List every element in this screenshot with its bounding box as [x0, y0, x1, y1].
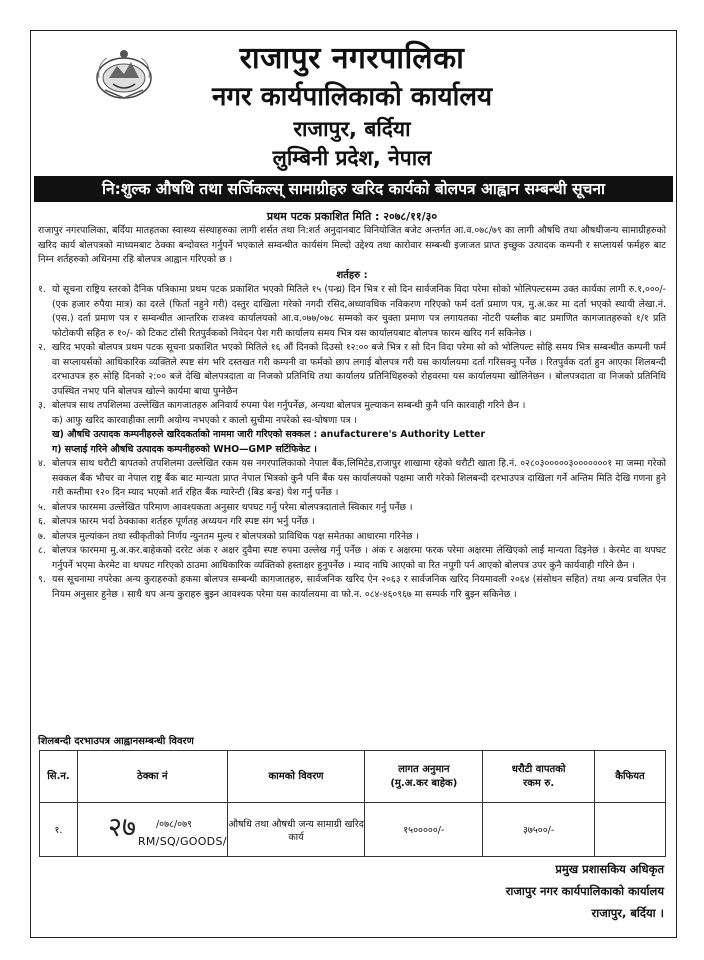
table-row [40, 803, 666, 857]
signatory-title: प्रमुख प्रशासकिय अधिकृत [555, 862, 664, 876]
header-estimate: लागत अनुमान (मु.अ.कर बाहेक) [365, 751, 483, 803]
location: राजापुर, बर्दिया [293, 117, 411, 141]
subterm-item: क) आफु खरिद कारवाहीका लागी अयोग्य नभएको र कालो सुचीमा नपरेको स्व-घोषणा पत्र । [52, 414, 357, 426]
contract-code: RM/SQ/GOODS/ [137, 835, 227, 848]
term-item: ४. बोलपत्र साथ धरौटी बापतको तपशिलमा उल्लेखित रकम यस नगरपालिकाको नेपाल बैंक,लिमिटेड,राजापुर शाखामा रहेको धरौटी खाता हि.नं. ०२८०३०००००३०००००००१ मा जम्मा गरेको सक्कल बैंक भौचर वा नेपाल राष्ट्र बैंक बाट मान्यता प्राप्त नेपाल भित्रको कुनै पनि बैंक यस कार्यालयको पक्षमा जारी गरेको शिलबन्दी दरभाउपत्र दाखिला गर्ने अन्तिम मिति देखि गणना हुने गरी कम्तीमा १२० दिन म्याद भएको शर्त रहित बैंक ग्यारेन्टी (बिड बन्ड) पेश गर्नु पर्नेछ । [38, 458, 666, 498]
province: लुम्बिनी प्रदेश, नेपाल [272, 146, 432, 170]
cell-description: औषधि तथा औषधी जन्य सामाग्री खरिद कार्य [227, 803, 365, 857]
term-item: २. खरिद भएको बोलपत्र प्रथम पटक सूचना प्रकाशित भएको मितिले १६ औं दिनको दिउसो १२:०० बजे भित्र र सो दिन विदा परेमा सो को भोलिपल्ट सोहि समय भित्र सम्बन्धीत कम्पनी फर्म वा सप्लायर्सको आधिकारिक व्यक्तिले स्पष्ट संग भरि दस्तखत गरी कम्पनी वा फर्मको छाप लगाई बोलपत्र गरी यस कार्यालयमा दर्ता गरिसक्नु पर्नेछ । रितपुर्वक दर्ता हुन आएका शिलबन्दी दरभाउपत्र हरु सोहि दिनको २:०० बजे देखि बोलपत्रदाता वा निजको प्रतिनिधि तथा कार्यालय प्रतिनिधिहरुको रोहवरमा यस कार्यालयमा खोलिनेछन । बोलपत्रदाता वा निजको प्रतिनिधि उपस्थित नभए पनि बोलपत्र खोल्ने कार्यमा बाधा पुग्नेछैन [38, 342, 666, 397]
header-contract: ठेक्का नं [77, 751, 227, 803]
cell-contract [77, 803, 227, 857]
header-description: कामको विवरण [227, 751, 365, 803]
handwritten-number: २७ [107, 812, 137, 843]
term-item: ६. बोलपत्र फारम भर्दा ठेक्काका शर्तहरु पूर्णतह अध्ययन गरि स्पष्ट संग भर्नु पर्नेछ । [38, 516, 315, 527]
signatory-office: राजापुर नगर कार्यपालिकाको कार्यालय [505, 884, 664, 898]
header-sn: सि.न. [40, 751, 78, 803]
cell-deposit: ३७५००/- [483, 803, 595, 857]
cell-remarks [595, 803, 666, 857]
notice-title: नि:शुल्क औषधि तथा सर्जिकल्स् सामाग्रीहरु खरिद कार्यको बोलपत्र आह्वान सम्बन्धी सूचना [34, 176, 673, 202]
cell-estimate: १५०००००/- [365, 803, 483, 857]
term-item: ७. बोलपत्र मुल्यांकन तथा स्वीकृतीको निर्णय न्युनतम मुल्य र बोलपत्रको प्राविधिक पक्ष समेतका आधारमा गरिनेछ । [38, 530, 419, 542]
intro-paragraph: राजापुर नगरपालिका, बर्दिया मातहतका स्वास्थ्य संस्थाहरुका लागी शर्सत तथा नि:शर्त अनुदानबाट विनियोजित बजेट अन्तर्गत आ.व.०७८/७९ का लागी औषधि तथा औषधीजन्य सामाग्रीहरुको खरिद कार्य बोलपत्रको माध्यमबाट ठेक्का बन्दोवस्त गर्नुपर्ने भएकाले सम्वन्धीत कार्यसंग मिल्दो उद्देश्य तथा कारोवार सम्बन्धी इजाजत प्राप्त इच्छुक उत्पादक कम्पनी र सप्लायर्स फर्महरु बाट निम्न शर्तहरुको अधिनमा रहि बोलपत्र आह्वान गरिएको छ । [38, 225, 666, 265]
term-item: ५. बोलपत्र फारममा उल्लेखित परिमाण आवश्यकता अनुसार थपघट गर्नु परेमा बोलपत्रदाताले स्विकार गर्नु पर्नेछ । [38, 501, 413, 513]
published-date: प्रथम पटक प्रकाशित मिति : २०७८/११/३० [266, 210, 438, 223]
header-remarks: कैफियत [595, 751, 666, 803]
term-item: ८. बोलपत्र फारममा मु.अ.कर.बाहेकको दररेट अंक र अक्षर दुवैमा स्पष्ट रुपमा उल्लेख गर्नु पर्नेछ । अंक र अक्षरमा फरक परेमा अक्षरमा लेखिएको लाई मान्यता दिइनेछ । केरमेट वा थपघट गर्नुपर्ने भएमा केरमेट वा थपघट गरिएको ठाउमा आधिकारिक व्यक्तिको हस्ताक्षर हुनुपर्नेछ । म्याद नाघि आएको वा रित नपुगी पर्न आएको बोलपत्र उपर कुनै कार्यवाही गरिने छैन । [38, 545, 666, 571]
term-item: ९. यस सूचनामा नपरेका अन्य कुराहरुको हकमा बोलपत्र सम्बन्धी कागजातहरु, सार्वजनिक खरिद ऐन २०६३ र सार्वजनिक खरिद नियमावली २०६४ (संसोधन सहित) तथा अन्य प्रचलित ऐन नियम अनुसार हुनेछ । साथै थप अन्य कुराहरु बुझ्न आवश्यक परेमा यस कार्यालयमा वा फो.न. ०८४-४६०९६७ मा सम्पर्क गरि बुझ्न सकिनेछ । [38, 574, 666, 600]
contract-number: /०७८/०७९ [155, 819, 192, 830]
term-item: १. यो सूचना राष्ट्रिय स्तरको दैनिक पत्रिकामा प्रथम पटक प्रकाशित भएको मितिले १५ (पन्ध्र) दिन भित्र र सो दिन सार्वजनिक विदा परेमा सोको भोलिपल्टसम्म उक्त कार्यका लागी रु.१,०००/-(एक हजार रुपैया मात्र) का दरले (फिर्ता नहुने गरी) दस्तुर दाखिला गरेको नगदी रसिद,अध्यावधिक नविकरण गरिएको फर्म दर्ता प्रमाण पत्र, मु.अ.कर मा दर्ता भएको स्थायी लेखा.नं. (एस.) दर्ता प्रमाण पत्र र सम्वन्धीत आन्तरिक राजश्व कार्यालयको आ.व.०७७/०७८ सम्मको कर चुक्ता प्रमाण पत्र लगायतका नोटरी पब्लीक बाट प्रमाणित कागजातहरुको १/१ प्रति फोटोकपी सहित रु १०/- को टिकट टाँसी रितपुर्वकको निवेदन पेश गरी कार्यालय समय भित्र यस कार्यालयबाट बोलपत्र फारम खरिद गर्न सकिनेछ । [38, 284, 666, 339]
office-name: नगर कार्यपालिकाको कार्यालय [211, 82, 493, 112]
subterm-item: ग) सप्लाई गरिने औषधि उत्पादक कम्पनीहरुको WHO—GMP सर्टिफिकेट । [52, 443, 317, 455]
terms-heading: शर्तहरु : [336, 269, 368, 281]
table-header-row [40, 751, 666, 803]
municipality-name: राजापुर नगरपालिका [239, 41, 465, 76]
table-title: शिलबन्दी दरभाउपत्र आह्वानसम्बन्धी विवरण [38, 736, 194, 747]
notice-body [38, 224, 666, 602]
term-item: ३. बोलपत्र साथ तपशिलमा उल्लेखित कागजातहरु अनिवार्य रुपमा पेश गर्नुपर्नेछ, अन्यथा बोलपत्र मुल्याकन सम्बन्धी कुनै पनि कारवाही गरिने छैन । [38, 400, 526, 411]
signatory-location: राजापुर, बर्दिया । [591, 906, 664, 920]
cell-sn: १. [40, 803, 78, 857]
header-deposit: धरौटी वापतको रकम रु. [483, 751, 595, 803]
subterm-item: ख) औषधि उत्पादक कम्पनीहरुले खरिदकर्ताको नाममा जारी गरिएको सक्कल : anufacturere's Authority Letter [52, 429, 486, 440]
tender-table [39, 750, 666, 857]
